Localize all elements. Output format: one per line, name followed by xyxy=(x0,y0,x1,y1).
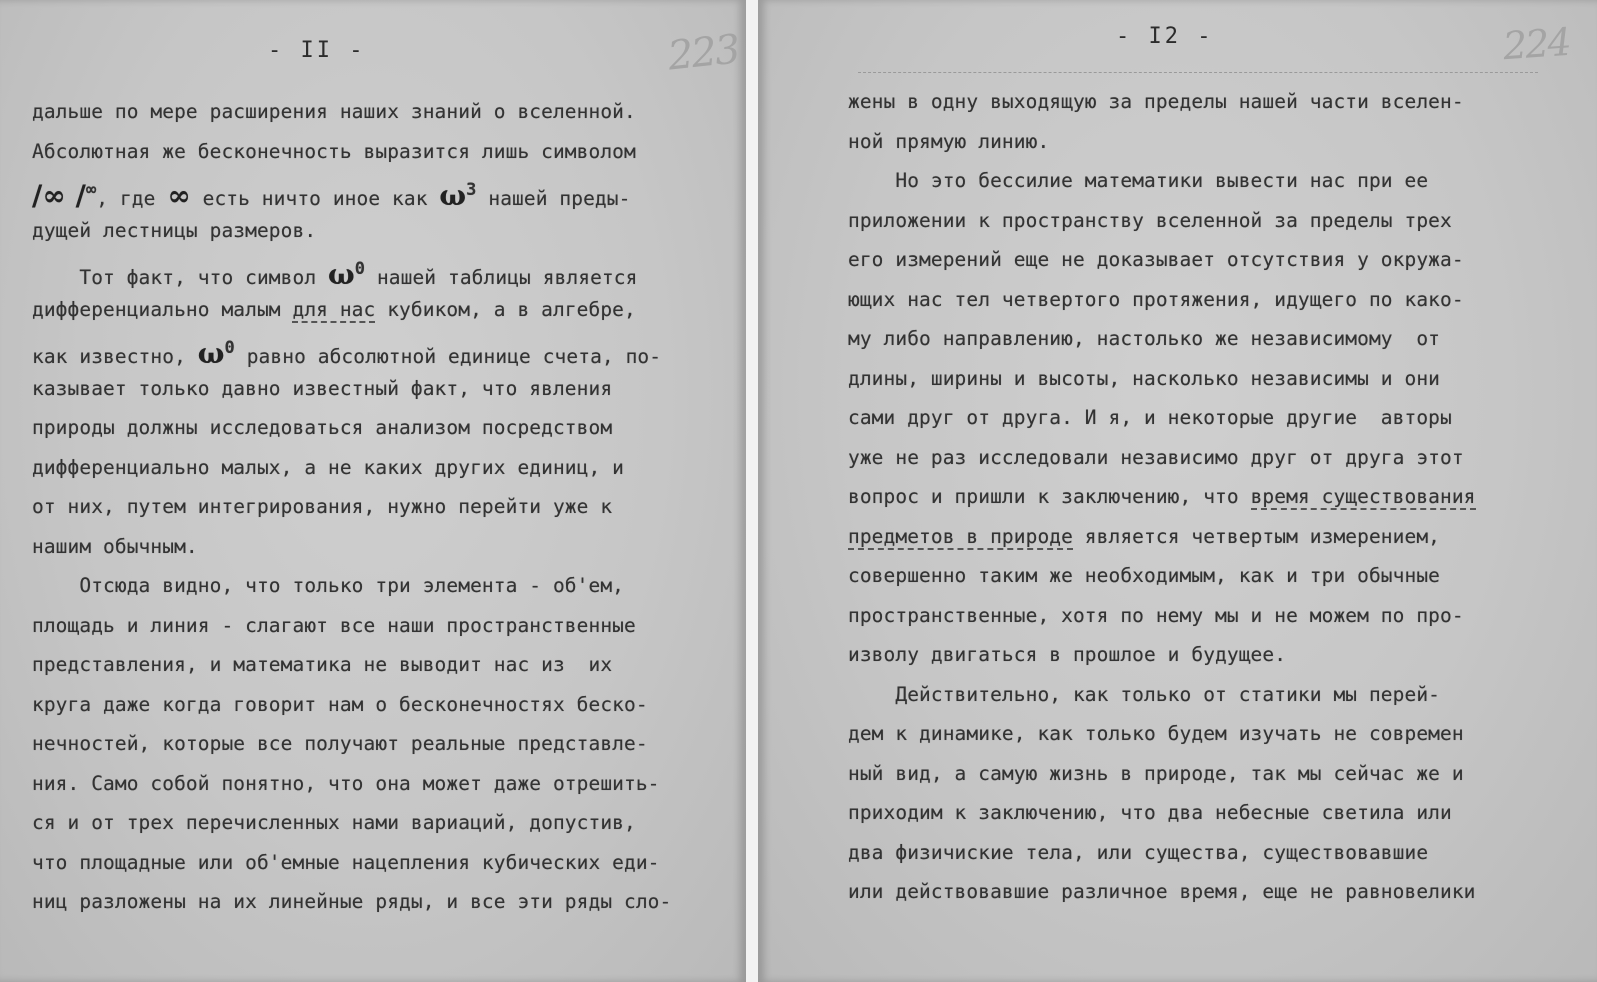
text-segment: Но это бессилие математики вывести нас при ее xyxy=(848,169,1429,192)
text-segment: , где xyxy=(96,187,168,210)
text-line xyxy=(848,82,1588,122)
symbol: 0 xyxy=(224,338,235,358)
symbol: ω xyxy=(197,337,225,370)
text-segment: ной прямую линию. xyxy=(848,129,1050,153)
right-page-number: - I2 - xyxy=(1116,24,1214,49)
text-line xyxy=(32,171,742,211)
text-segment: дущей лестницы размеров. xyxy=(32,218,317,242)
left-archive-number: 223 xyxy=(665,26,741,80)
left-page xyxy=(0,0,746,982)
text-line xyxy=(32,724,742,764)
text-segment: круга даже когда говорит нам о бесконечностях беско- xyxy=(32,692,648,716)
text-line xyxy=(848,240,1588,280)
text-segment: вопрос и пришли к заключению, что xyxy=(848,485,1251,508)
text-segment: что площадные или об'емные нацепления кубических еди- xyxy=(32,850,660,874)
text-line xyxy=(32,803,742,843)
text-line xyxy=(32,448,742,488)
text-line xyxy=(848,359,1588,399)
text-segment: Абсолютная же бесконечность выразится лишь символом xyxy=(32,139,636,163)
text-segment: нашей преды- xyxy=(476,187,631,210)
text-line xyxy=(848,596,1588,636)
underlined-text: предметов в природе xyxy=(848,524,1073,548)
text-line xyxy=(848,161,1588,201)
text-line xyxy=(848,201,1588,241)
text-line xyxy=(32,329,742,369)
text-line xyxy=(848,122,1588,162)
symbol: ∞ xyxy=(167,179,191,212)
text-line xyxy=(848,675,1588,715)
text-line xyxy=(848,872,1588,912)
symbol: 3 xyxy=(466,180,477,200)
text-segment: есть ничто иное как xyxy=(190,187,440,210)
right-page-text xyxy=(848,82,1588,912)
text-segment: пространственные, хотя по нему мы и не можем по про- xyxy=(848,603,1464,627)
symbol: ω xyxy=(328,258,355,291)
text-segment: или действовавшие различное время, еще не равновелики xyxy=(848,880,1476,903)
text-segment: дифференциально малых, а не каких других единиц, и xyxy=(32,455,624,479)
text-line xyxy=(32,764,742,804)
text-line xyxy=(32,408,742,448)
text-segment: уже не раз исследовали независимо друг от друга этот xyxy=(848,445,1464,469)
text-line xyxy=(32,685,742,725)
text-line xyxy=(848,477,1588,517)
text-segment: Отсюда видно, что только три элемента - об'ем, xyxy=(32,574,624,597)
text-segment: от них, путем интегрирования, нужно перейти уже к xyxy=(32,495,613,518)
text-segment: нечностей, которые все получают реальные представле- xyxy=(32,732,648,755)
text-segment: представления, и математика не выводит нас из их xyxy=(32,653,613,676)
text-segment: приложении к пространству вселенной за пределы трех xyxy=(848,208,1452,232)
text-line xyxy=(848,714,1588,754)
right-page xyxy=(758,0,1597,982)
text-segment: ния. Само собой понятно, что она может даже отрешить- xyxy=(32,771,660,795)
text-line xyxy=(32,92,742,132)
text-line xyxy=(848,319,1588,359)
text-segment: кубиком, а в алгебре, xyxy=(375,297,636,321)
text-line xyxy=(32,606,742,646)
text-segment: казывает только давно известный факт, что явления xyxy=(32,376,613,400)
underlined-text: для нас xyxy=(292,297,376,321)
text-line xyxy=(32,250,742,290)
text-line xyxy=(848,280,1588,320)
text-segment: ющих нас тел четвертого протяжения, идущего по како- xyxy=(848,287,1464,311)
symbol: /∞ / xyxy=(32,179,86,212)
text-segment: его измерений еще не доказывает отсутствия у окружа- xyxy=(848,248,1464,271)
header-dotted-rule xyxy=(858,72,1538,73)
text-segment: дальше по мере расширения наших знаний о вселенной. xyxy=(32,100,636,123)
text-line xyxy=(32,527,742,567)
text-line xyxy=(32,566,742,606)
text-line xyxy=(32,645,742,685)
text-segment: длины, ширины и высоты, насколько независимы и они xyxy=(848,366,1440,390)
text-segment: му либо направлению, настолько же независимому от xyxy=(848,327,1440,350)
text-segment: дем к динамике, как только будем изучать не современ xyxy=(848,722,1464,745)
symbol: 0 xyxy=(354,259,366,279)
text-segment: жены в одну выходящую за пределы нашей части вселен- xyxy=(848,90,1464,113)
left-page-text xyxy=(32,92,742,922)
text-segment: является четвертым измерением, xyxy=(1072,524,1441,548)
text-segment: как известно, xyxy=(32,345,198,368)
text-segment: равно абсолютной единице счета, по- xyxy=(234,345,662,368)
text-segment: ный вид, а самую жизнь в природе, так мы сейчас же и xyxy=(848,761,1464,785)
text-segment: Действительно, как только от статики мы перей- xyxy=(848,682,1440,706)
left-page-number: - II - xyxy=(268,38,366,63)
right-archive-number: 224 xyxy=(1501,19,1571,69)
text-line xyxy=(32,487,742,527)
text-line xyxy=(848,398,1588,438)
text-line xyxy=(848,517,1588,557)
text-line xyxy=(848,754,1588,794)
text-line xyxy=(848,635,1588,675)
text-segment: Тот факт, что символ xyxy=(32,266,328,289)
text-line xyxy=(848,793,1588,833)
text-line xyxy=(32,132,742,172)
text-segment: ся и от трех перечисленных нами вариаций, допустив, xyxy=(32,811,636,834)
text-line xyxy=(32,211,742,251)
text-segment: природы должны исследоваться анализом посредством xyxy=(32,416,613,439)
text-segment: совершенно таким же необходимым, как и три обычные xyxy=(848,564,1440,587)
text-line xyxy=(32,843,742,883)
page-gutter xyxy=(746,0,758,982)
underlined-text: время существования xyxy=(1250,485,1476,508)
text-segment: изволу двигаться в прошлое и будущее. xyxy=(848,643,1287,666)
text-line xyxy=(848,438,1588,478)
text-line xyxy=(32,882,742,922)
text-segment: дифференциально малым xyxy=(32,297,293,321)
text-segment: нашей таблицы является xyxy=(365,266,638,289)
text-line xyxy=(848,556,1588,596)
text-segment: нашим обычным. xyxy=(32,534,198,558)
text-segment: сами друг от друга. И я, и некоторые другие авторы xyxy=(848,406,1452,429)
text-line xyxy=(32,369,742,409)
text-line xyxy=(848,833,1588,873)
symbol: ∞ xyxy=(85,180,97,200)
text-segment: площадь и линия - слагают все наши пространственные xyxy=(32,613,636,637)
text-line xyxy=(32,290,742,330)
text-segment: ниц разложены на их линейные ряды, и все эти ряды сло- xyxy=(32,890,672,913)
symbol: ω xyxy=(439,179,467,212)
text-segment: два физичиские тела, или существа, существовавшие xyxy=(848,840,1429,864)
text-segment: приходим к заключению, что два небесные светила или xyxy=(848,801,1452,824)
